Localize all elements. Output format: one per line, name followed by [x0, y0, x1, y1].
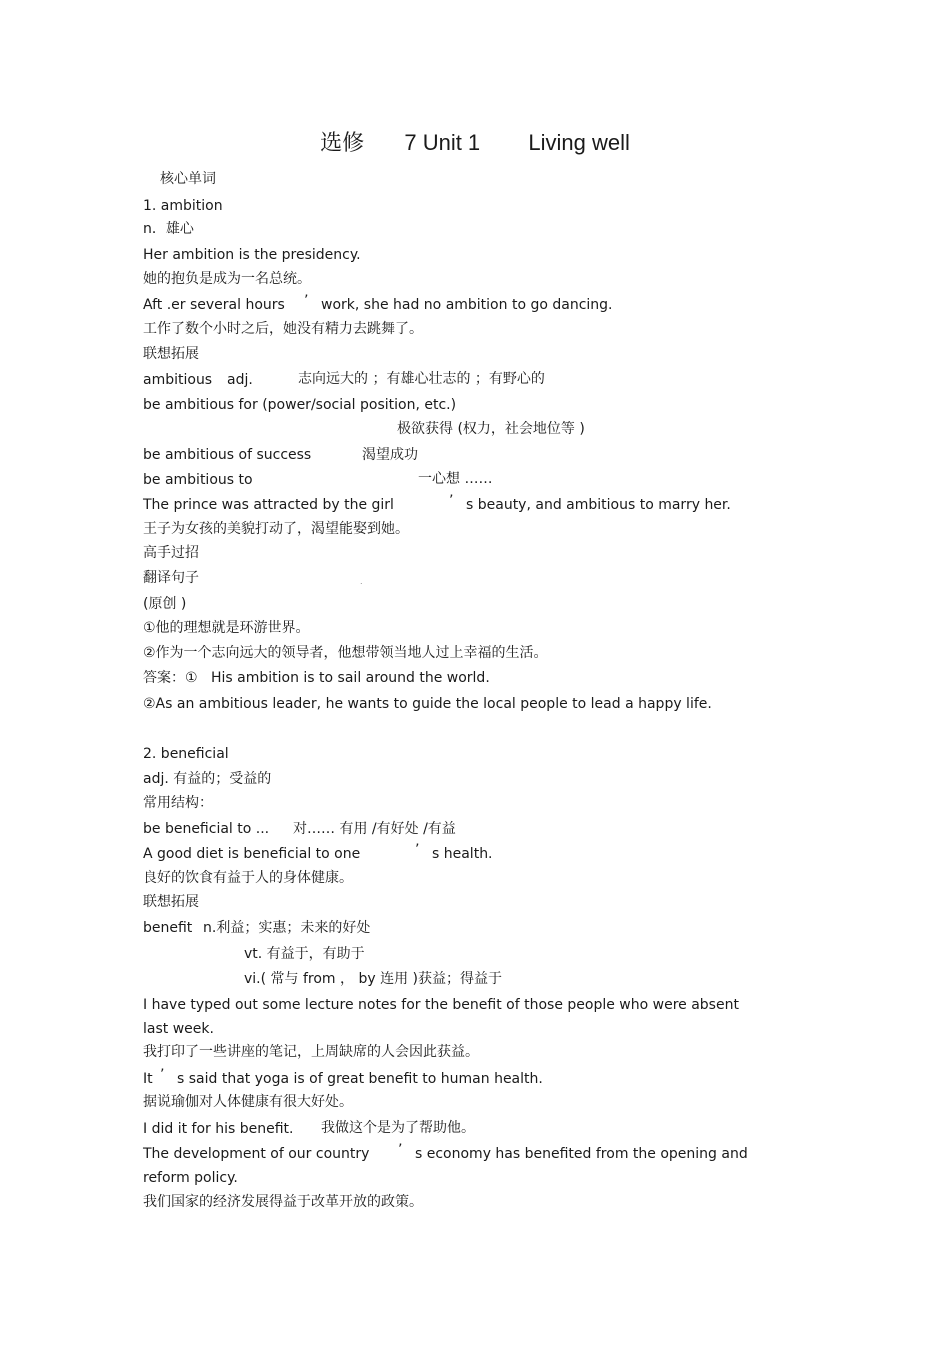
example-sentence-part: s economy has benefited from the opening and: [415, 1146, 748, 1162]
example-sentence-part: The prince was attracted by the girl: [143, 497, 394, 513]
derived-word-definition: 志向远大的 ；有雄心壮志的 ；有野心的: [298, 371, 545, 387]
title-part-3: Living well: [528, 130, 630, 155]
derived-word: benefit: [143, 920, 193, 936]
derived-word-pos: adj.: [227, 372, 253, 388]
answer-1: His ambition is to sail around the world.: [211, 670, 490, 686]
section-heading: 核心单词: [160, 171, 216, 187]
extension-heading: 联想拓展: [143, 894, 199, 910]
example-sentence-part: A good diet is beneficial to one: [143, 846, 361, 862]
translate-heading: 翻译句子: [143, 570, 199, 586]
example-translation: 我们国家的经济发展得益于改革开放的政策。: [143, 1194, 423, 1210]
answer-label: 答案：①: [143, 670, 198, 686]
apostrophe: ’: [160, 1067, 165, 1083]
phrase-translation: 极欲获得 (权力，社会地位等 ): [397, 421, 585, 437]
practice-heading: 高手过招: [143, 545, 199, 561]
example-translation: 她的抱负是成为一名总统。: [143, 271, 311, 287]
apostrophe: ’: [415, 842, 420, 858]
phrase: be ambitious to: [143, 472, 253, 488]
word-heading-beneficial: 2. beneficial: [143, 746, 229, 762]
part-of-speech: adj. 有益的；受益的: [143, 771, 272, 787]
example-sentence-part: It: [143, 1071, 153, 1087]
derived-word-vt: vt. 有益于，有助于: [244, 946, 365, 962]
answer-2: ②As an ambitious leader, he wants to guide the local people to lead a happy life.: [143, 696, 712, 712]
example-sentence: I did it for his benefit.: [143, 1121, 294, 1137]
example-sentence-part: work, she had no ambition to go dancing.: [321, 297, 613, 313]
derived-word-vi: vi.( 常与 from ， by 连用 )获益；得益于: [244, 971, 503, 987]
page-title: [0, 126, 950, 157]
derived-word-noun: n.利益；实惠；未来的好处: [203, 920, 371, 936]
title-part-2: 7 Unit 1: [404, 130, 481, 155]
example-sentence-part: s health.: [432, 846, 493, 862]
example-sentence-part: Aft .er several hours: [143, 297, 285, 313]
original-note: (原创 ): [143, 596, 187, 612]
example-sentence: Her ambition is the presidency.: [143, 247, 361, 263]
word-heading-ambition: 1. ambition: [143, 198, 223, 214]
stray-dot: .: [360, 577, 363, 586]
example-sentence-cont: reform policy.: [143, 1170, 238, 1186]
part-of-speech: n．雄心: [143, 221, 194, 237]
example-translation: 王子为女孩的美貌打动了，渴望能娶到她。: [143, 521, 409, 537]
structure-heading: 常用结构：: [143, 795, 213, 811]
derived-word: ambitious: [143, 372, 213, 388]
example-sentence-part: s said that yoga is of great benefit to human health.: [177, 1071, 543, 1087]
example-translation: 工作了数个小时之后，她没有精力去跳舞了。: [143, 321, 423, 337]
apostrophe: ’: [398, 1142, 403, 1158]
example-sentence: I have typed out some lecture notes for the benefit of those people who were absent: [143, 997, 739, 1013]
example-translation: 我打印了一些讲座的笔记，上周缺席的人会因此获益。: [143, 1044, 479, 1060]
phrase-translation: 渴望成功: [362, 447, 418, 463]
apostrophe: ’: [304, 293, 309, 309]
title-part-1: 选修: [320, 130, 365, 155]
phrase: be beneficial to ...: [143, 821, 270, 837]
example-translation: 我做这个是为了帮助他。: [321, 1120, 475, 1136]
phrase: be ambitious for (power/social position, etc.): [143, 397, 457, 413]
example-sentence-cont: last week.: [143, 1021, 214, 1037]
phrase-translation: 一心想 ……: [418, 471, 493, 487]
apostrophe: ’: [449, 493, 454, 509]
question-2: ②作为一个志向远大的领导者，他想带领当地人过上幸福的生活。: [143, 645, 548, 661]
phrase: be ambitious of success: [143, 447, 312, 463]
example-sentence-part: The development of our country: [143, 1146, 370, 1162]
example-sentence-part: s beauty, and ambitious to marry her.: [466, 497, 731, 513]
example-translation: 良好的饮食有益于人的身体健康。: [143, 870, 353, 886]
question-1: ①他的理想就是环游世界。: [143, 620, 310, 636]
example-translation: 据说瑜伽对人体健康有很大好处。: [143, 1094, 353, 1110]
extension-heading: 联想拓展: [143, 346, 199, 362]
phrase-translation: 对…… 有用 /有好处 /有益: [293, 821, 456, 837]
